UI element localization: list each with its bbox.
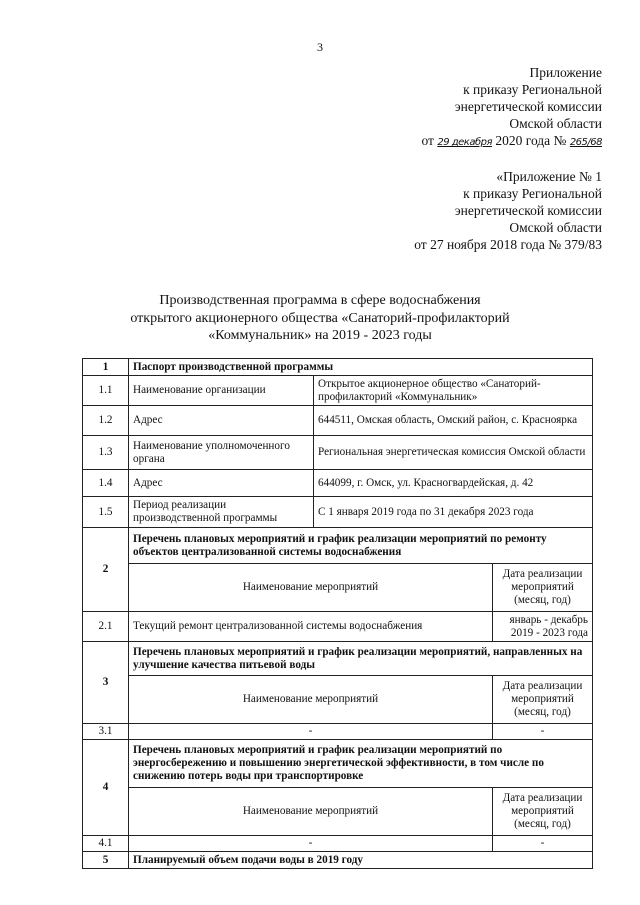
date-cell: - — [493, 724, 593, 740]
column-header-activity: Наименование мероприятий — [129, 788, 493, 836]
table-row — [83, 836, 593, 852]
row-number: 2.1 — [83, 612, 129, 642]
table-row — [83, 497, 593, 528]
row-value: С 1 января 2019 года по 31 декабря 2023 года — [314, 497, 593, 528]
table-row — [83, 470, 593, 497]
table-row-section-4 — [83, 740, 593, 788]
title-line: Производственная программа в сфере водоснабжения — [159, 293, 481, 308]
section-title: Перечень плановых мероприятий и график реализации мероприятий по ремонту объектов централизованной системы водоснабжения — [129, 528, 593, 564]
row-label: Адрес — [129, 470, 314, 497]
table-row-section-3 — [83, 642, 593, 676]
table-header-row — [83, 676, 593, 724]
table-row — [83, 436, 593, 470]
date-mid: 2020 года № — [495, 133, 567, 148]
appendix-line: «Приложение № 1 — [496, 169, 602, 184]
row-number: 1.1 — [83, 376, 129, 406]
row-label: Наименование уполномоченного органа — [129, 436, 314, 470]
row-number: 5 — [83, 852, 129, 869]
title-line: «Коммунальник» на 2019 - 2023 годы — [208, 328, 432, 343]
column-header-date: Дата реализации мероприятий (месяц, год) — [493, 788, 593, 836]
date-prefix: от — [421, 133, 434, 148]
row-number: 4.1 — [83, 836, 129, 852]
column-header-date: Дата реализации мероприятий (месяц, год) — [493, 564, 593, 612]
table-row — [83, 724, 593, 740]
row-value: 644099, г. Омск, ул. Красногвардейская, д. 42 — [314, 470, 593, 497]
date-cell: январь - декабрь 2019 - 2023 года — [493, 612, 593, 642]
handwritten-date: 29 декабря — [437, 137, 492, 148]
table-row-section-2 — [83, 528, 593, 564]
column-header-date: Дата реализации мероприятий (месяц, год) — [493, 676, 593, 724]
row-number: 4 — [83, 740, 129, 836]
title-line: открытого акционерного общества «Санаторий-профилакторий — [130, 310, 510, 326]
appendix-line: энергетической комиссии — [454, 99, 602, 114]
row-label: Адрес — [129, 406, 314, 436]
row-number: 3.1 — [83, 724, 129, 740]
appendix-line: к приказу Региональной — [463, 186, 602, 201]
row-label: Наименование организации — [129, 376, 314, 406]
section-title: Перечень плановых мероприятий и график реализации мероприятий, направленных на улучшение качества питьевой воды — [129, 642, 593, 676]
row-number: 1.2 — [83, 406, 129, 436]
row-number: 3 — [83, 642, 129, 724]
appendix-line: к приказу Региональной — [463, 82, 602, 97]
page-number: 3 — [317, 40, 323, 54]
table-row — [83, 612, 593, 642]
column-header-activity: Наименование мероприятий — [129, 564, 493, 612]
row-value: Региональная энергетическая комиссия Омской области — [314, 436, 593, 470]
appendix-date-line — [421, 132, 602, 151]
row-value: 644511, Омская область, Омский район, с. Красноярка — [314, 406, 593, 436]
appendix-line: Приложение — [529, 65, 602, 80]
table-row-section-5 — [83, 852, 593, 869]
activity-cell: - — [129, 724, 493, 740]
row-number: 1.3 — [83, 436, 129, 470]
appendix-line: от 27 ноября 2018 года № 379/83 — [414, 237, 602, 252]
row-number: 1.5 — [83, 497, 129, 528]
appendix-line: энергетической комиссии — [454, 203, 602, 218]
activity-cell: - — [129, 836, 493, 852]
appendix-original — [414, 168, 602, 253]
row-number: 1.4 — [83, 470, 129, 497]
section-title: Планируемый объем подачи воды в 2019 году — [129, 852, 593, 869]
document-title — [0, 292, 640, 345]
table-header-row — [83, 564, 593, 612]
section-title: Перечень плановых мероприятий и график реализации мероприятий по энергосбережению и повышению энергетической эффективности, в том числе по снижению потерь воды при транспортировке — [129, 740, 593, 788]
table-row — [83, 406, 593, 436]
row-value: Открытое акционерное общество «Санаторий-профилакторий «Коммунальник» — [314, 376, 593, 406]
row-number: 2 — [83, 528, 129, 612]
column-header-activity: Наименование мероприятий — [129, 676, 493, 724]
table-row — [83, 376, 593, 406]
production-program-table — [82, 358, 593, 869]
row-number: 1 — [83, 359, 129, 376]
table-header-row — [83, 788, 593, 836]
date-cell: - — [493, 836, 593, 852]
row-label: Период реализации производственной программы — [129, 497, 314, 528]
appendix-current — [421, 64, 602, 151]
handwritten-number: 265/68 — [569, 137, 602, 148]
section-title: Паспорт производственной программы — [129, 359, 593, 376]
table-row-section-1 — [83, 359, 593, 376]
appendix-line: Омской области — [509, 220, 602, 235]
appendix-line: Омской области — [509, 116, 602, 131]
activity-cell: Текущий ремонт централизованной системы водоснабжения — [129, 612, 493, 642]
